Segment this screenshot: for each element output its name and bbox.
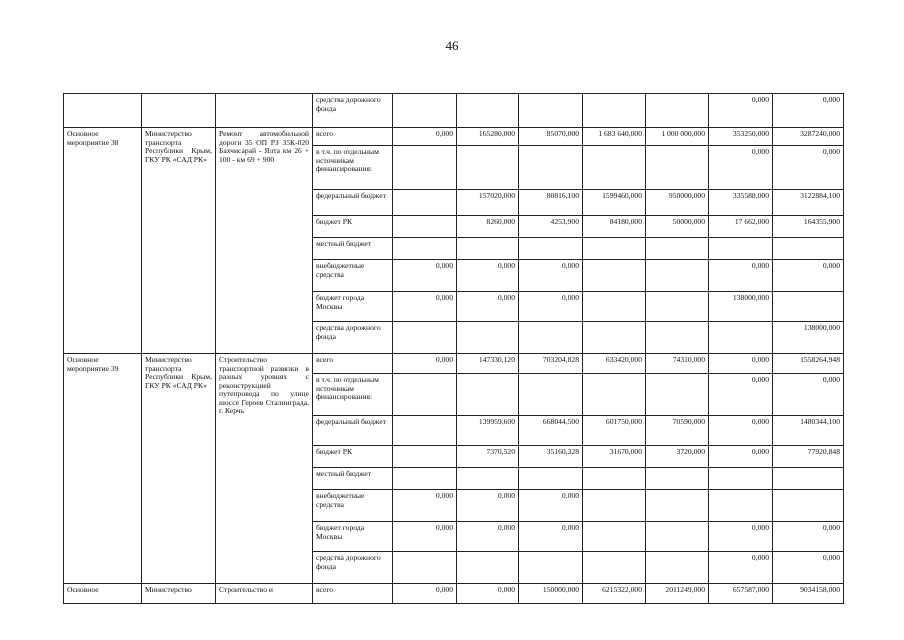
category-cell: внебюджетные средства [313,490,393,522]
category-cell: бюджет города Москвы [313,292,393,322]
category-cell: бюджет РК [313,216,393,238]
value-cell [646,468,709,490]
value-cell [457,146,519,190]
value-cell: 17 662,000 [709,216,773,238]
value-cell: 0,000 [519,260,583,292]
description-cell [216,94,313,128]
value-cell [646,522,709,552]
value-cell: 85070,000 [519,128,583,146]
value-cell: 0,000 [457,522,519,552]
value-cell: 0,000 [457,490,519,522]
value-cell: 668044,500 [519,416,583,446]
description-cell: Ремонт автомобильной дороги 35 ОП РЗ 35К-020 Бахчисарай - Ялта км 26 + 100 - км 69 + 900 [216,128,313,354]
value-cell: 0,000 [773,260,844,292]
value-cell: 9034158,000 [773,584,844,604]
value-cell: 0,000 [457,292,519,322]
value-cell [519,374,583,416]
category-cell: внебюджетные средства [313,260,393,292]
value-cell: 1 000 000,000 [646,128,709,146]
value-cell [646,260,709,292]
value-cell: 0,000 [709,146,773,190]
value-cell: 0,000 [709,446,773,468]
value-cell [583,374,646,416]
value-cell [393,416,457,446]
value-cell: 35160,328 [519,446,583,468]
value-cell [393,374,457,416]
value-cell [583,490,646,522]
value-cell: 50000,000 [646,216,709,238]
executor-cell: Министерство [142,584,216,604]
category-cell: средства дорожного фонда [313,552,393,584]
value-cell [773,468,844,490]
value-cell [393,322,457,354]
value-cell: 80816,100 [519,190,583,216]
category-cell: бюджет РК [313,446,393,468]
category-cell: в т.ч. по отдельным источникам финансирования: [313,146,393,190]
value-cell [583,238,646,260]
value-cell: 0,000 [393,128,457,146]
category-cell: всего [313,128,393,146]
value-cell [393,216,457,238]
value-cell [583,468,646,490]
value-cell: 0,000 [519,490,583,522]
table-row [64,354,844,374]
value-cell: 138000,000 [709,292,773,322]
value-cell [646,238,709,260]
page-number: 46 [445,38,459,53]
value-cell: 0,000 [709,552,773,584]
value-cell: 138000,000 [773,322,844,354]
section-cell: Основное мероприятие 38 [64,128,142,354]
value-cell: 0,000 [709,354,773,374]
value-cell [709,238,773,260]
value-cell: 8260,000 [457,216,519,238]
value-cell [457,322,519,354]
value-cell [457,374,519,416]
value-cell: 1480344,100 [773,416,844,446]
budget-table [63,93,844,604]
value-cell: 0,000 [457,584,519,604]
value-cell: 1599460,000 [583,190,646,216]
value-cell: 0,000 [773,374,844,416]
category-cell: средства дорожного фонда [313,322,393,354]
category-cell: федеральный бюджет [313,190,393,216]
value-cell [457,238,519,260]
value-cell [583,94,646,128]
value-cell: 353250,000 [709,128,773,146]
value-cell: 1558264,948 [773,354,844,374]
value-cell: 0,000 [709,94,773,128]
value-cell: 0,000 [457,260,519,292]
value-cell: 77920,848 [773,446,844,468]
value-cell: 0,000 [519,522,583,552]
section-cell: Основное мероприятие 39 [64,354,142,584]
value-cell: 0,000 [709,522,773,552]
value-cell: 165280,000 [457,128,519,146]
value-cell: 0,000 [519,292,583,322]
value-cell: 0,000 [393,260,457,292]
value-cell: 1 683 640,000 [583,128,646,146]
category-cell: всего [313,584,393,604]
value-cell: 950000,000 [646,190,709,216]
value-cell [583,292,646,322]
value-cell: 70590,000 [646,416,709,446]
value-cell [583,322,646,354]
category-cell: бюджет города Москвы [313,522,393,552]
value-cell [646,146,709,190]
value-cell: 0,000 [773,552,844,584]
value-cell [646,292,709,322]
section-cell [64,94,142,128]
description-cell: Строительство транспортной развязки в разных уровнях с реконструкцией путепровода по улице шоссе Героев Сталинграда, г. Керчь [216,354,313,584]
value-cell: 7370,520 [457,446,519,468]
value-cell [519,238,583,260]
value-cell [519,322,583,354]
value-cell: 703204,828 [519,354,583,374]
value-cell: 164355,900 [773,216,844,238]
value-cell: 139959,600 [457,416,519,446]
value-cell: 601750,000 [583,416,646,446]
value-cell [519,146,583,190]
value-cell [393,94,457,128]
category-cell: средства дорожного фонда [313,94,393,128]
section-cell: Основное [64,584,142,604]
value-cell [583,522,646,552]
category-cell: всего [313,354,393,374]
value-cell [709,322,773,354]
category-cell: местный бюджет [313,468,393,490]
value-cell: 74310,000 [646,354,709,374]
value-cell [519,94,583,128]
executor-cell: Министерство транспорта Республики Крым, ГКУ РК «САД РК» [142,354,216,584]
value-cell [393,468,457,490]
value-cell: 0,000 [393,490,457,522]
value-cell: 0,000 [393,354,457,374]
category-cell: в т.ч. по отдельным источникам финансирования: [313,374,393,416]
value-cell: 3720,000 [646,446,709,468]
table-row [64,94,844,128]
value-cell: 84180,000 [583,216,646,238]
value-cell [646,490,709,522]
value-cell [393,446,457,468]
value-cell [646,94,709,128]
value-cell: 0,000 [709,374,773,416]
value-cell [457,468,519,490]
description-cell: Строительство и [216,584,313,604]
value-cell [393,238,457,260]
value-cell: 0,000 [393,292,457,322]
value-cell: 157020,000 [457,190,519,216]
value-cell [773,292,844,322]
value-cell: 0,000 [709,260,773,292]
value-cell [393,146,457,190]
value-cell [519,552,583,584]
value-cell [393,190,457,216]
value-cell: 0,000 [773,94,844,128]
value-cell [583,146,646,190]
value-cell: 2011249,000 [646,584,709,604]
value-cell: 150000,000 [519,584,583,604]
value-cell: 0,000 [773,522,844,552]
value-cell: 3122884,100 [773,190,844,216]
value-cell: 3287240,000 [773,128,844,146]
value-cell [457,552,519,584]
value-cell [646,374,709,416]
value-cell [583,552,646,584]
executor-cell [142,94,216,128]
table-row [64,584,844,604]
category-cell: местный бюджет [313,238,393,260]
value-cell [773,238,844,260]
value-cell: 0,000 [773,146,844,190]
value-cell [646,552,709,584]
value-cell [393,552,457,584]
value-cell: 6215322,000 [583,584,646,604]
value-cell [773,490,844,522]
value-cell [709,490,773,522]
value-cell [457,94,519,128]
value-cell: 31670,000 [583,446,646,468]
value-cell: 657587,000 [709,584,773,604]
value-cell: 147330,120 [457,354,519,374]
value-cell: 4253,900 [519,216,583,238]
value-cell [519,468,583,490]
value-cell: 0,000 [393,522,457,552]
value-cell: 0,000 [393,584,457,604]
value-cell: 633420,000 [583,354,646,374]
table-row [64,128,844,146]
value-cell [583,260,646,292]
category-cell: федеральный бюджет [313,416,393,446]
value-cell: 0,000 [709,416,773,446]
value-cell: 335588,000 [709,190,773,216]
value-cell [709,468,773,490]
executor-cell: Министерство транспорта Республики Крым, ГКУ РК «САД РК» [142,128,216,354]
value-cell [646,322,709,354]
